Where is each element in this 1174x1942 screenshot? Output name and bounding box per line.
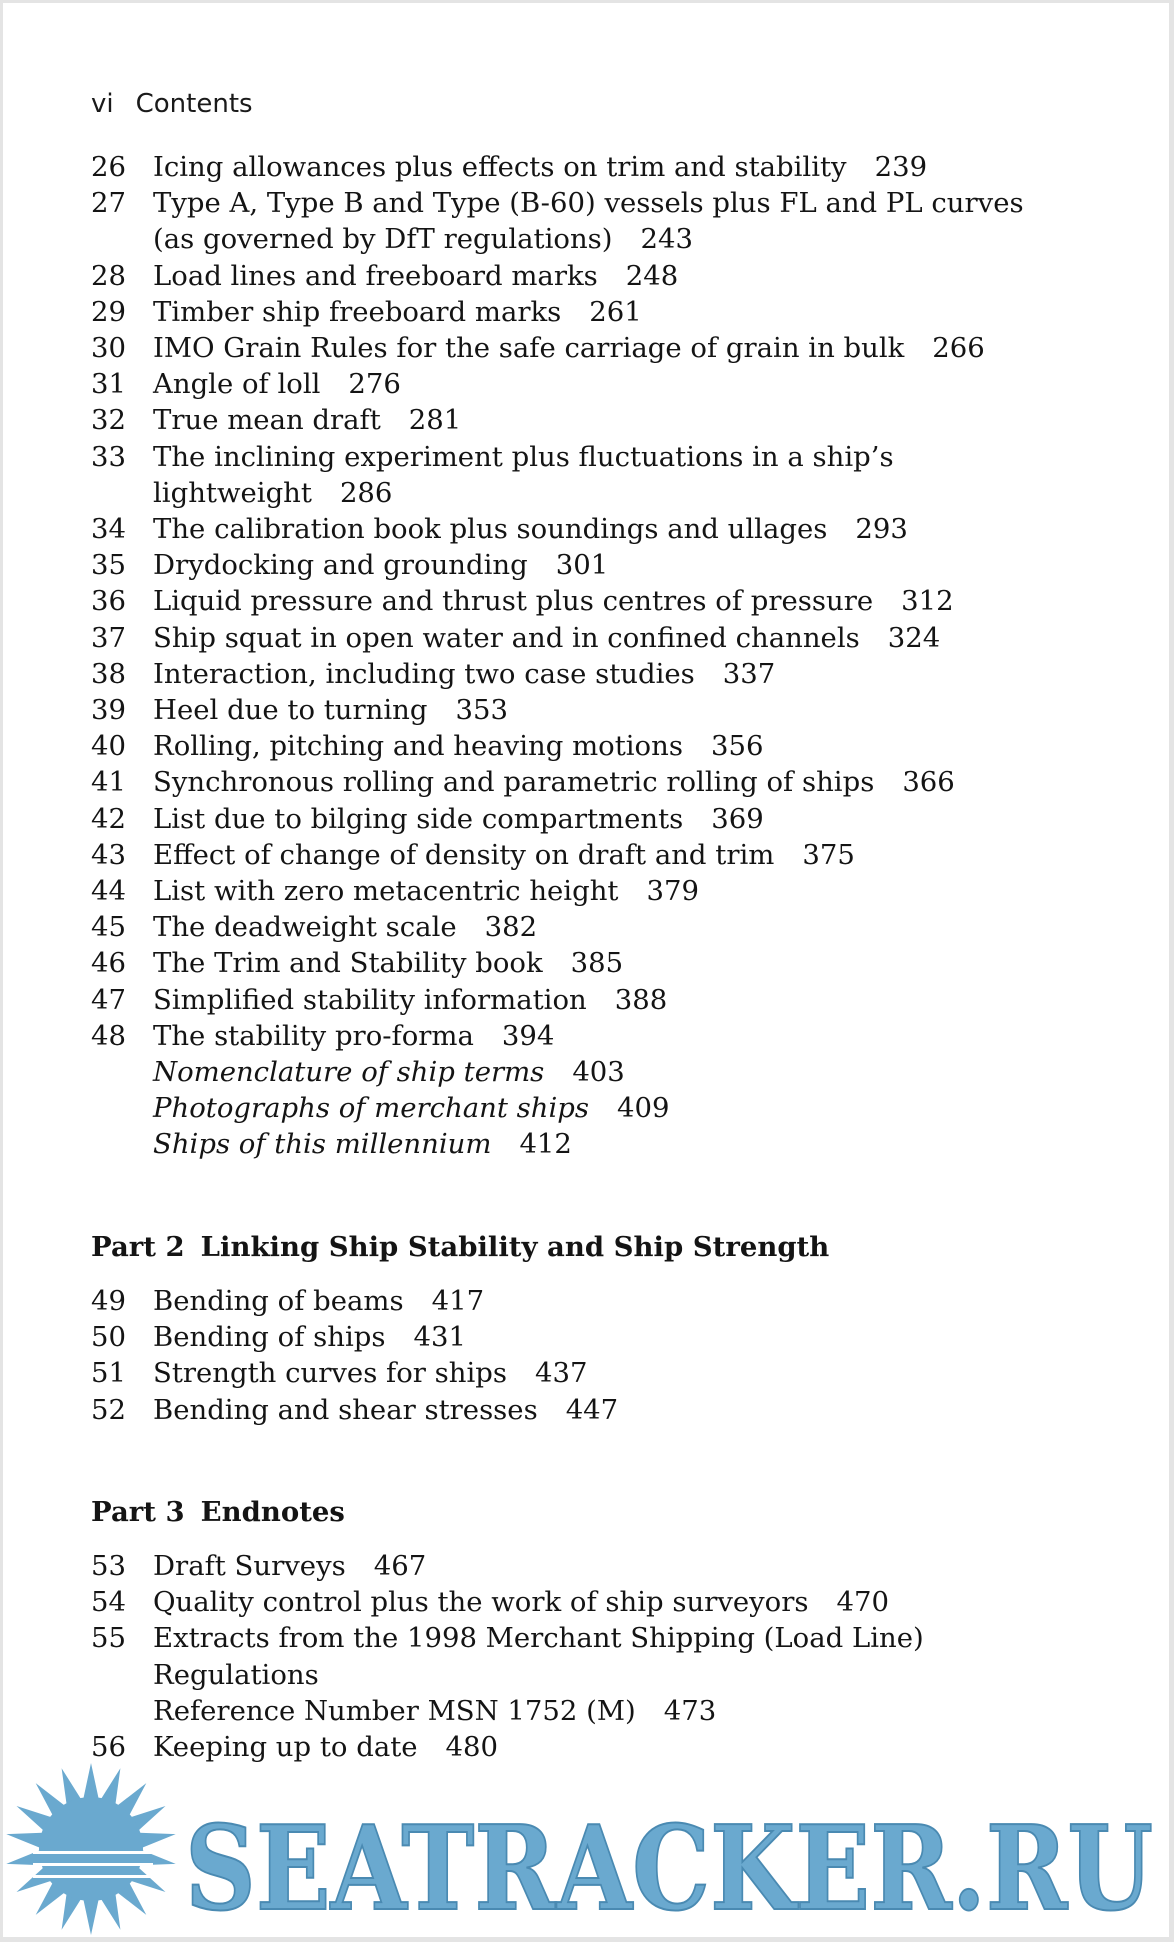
toc-entry[interactable]: 36 Liquid pressure and thrust plus centres of pressure 312: [91, 585, 954, 618]
toc-entry[interactable]: 30 IMO Grain Rules for the safe carriage of grain in bulk 266: [91, 332, 985, 365]
toc-entry[interactable]: 35 Drydocking and grounding 301: [91, 549, 609, 582]
toc-entry[interactable]: 49 Bending of beams 417: [91, 1285, 485, 1317]
toc-entry[interactable]: 28 Load lines and freeboard marks 248: [91, 259, 679, 292]
toc-entry-55-title: Extracts from the 1998 Merchant Shipping (Load Line) Regulations Reference Number MSN 1752 (M): [153, 1622, 924, 1727]
toc-entry[interactable]: 40 Rolling, pitching and heaving motions 356: [91, 730, 764, 763]
running-head-label: Contents: [135, 89, 253, 119]
toc-entry[interactable]: 33 The inclining experiment plus fluctuations in a ship’s lightweight 286: [91, 440, 894, 509]
toc-entry[interactable]: 46 The Trim and Stability book 385: [91, 947, 624, 980]
toc-entry[interactable]: 54 Quality control plus the work of ship surveyors 470: [91, 1586, 889, 1619]
watermark-text: SEATRACKER.RU: [185, 1801, 1153, 1937]
toc-entry[interactable]: 42 List due to bilging side compartments 369: [91, 802, 764, 835]
toc-entry[interactable]: 27 Type A, Type B and Type (B-60) vessels plus FL and PL curves (as governed by DfT regulations) 243: [91, 187, 1024, 256]
toc-entry[interactable]: 39 Heel due to turning 353: [91, 694, 508, 727]
toc-entry[interactable]: 48 The stability pro-forma 394: [91, 1019, 555, 1052]
page: [3, 3, 1169, 1937]
running-head: [91, 87, 253, 121]
toc-part-3: [91, 1548, 1091, 1765]
toc-entry[interactable]: 55 Extracts from the 1998 Merchant Shipping (Load Line) Regulations Reference Number MSN 1752 (M) 473: [91, 1622, 924, 1727]
toc-entry[interactable]: 29 Timber ship freeboard marks 261: [91, 295, 642, 328]
toc-entry-photographs[interactable]: Photographs of merchant ships 409: [153, 1092, 670, 1125]
toc-entry-ships-millennium[interactable]: Ships of this millennium 412: [153, 1128, 572, 1161]
toc-entry[interactable]: 52 Bending and shear stresses 447: [91, 1393, 619, 1426]
toc-entry[interactable]: 51 Strength curves for ships 437: [91, 1357, 588, 1390]
toc-entry[interactable]: 53 Draft Surveys 467: [91, 1550, 427, 1582]
toc-entry[interactable]: 56 Keeping up to date 480: [91, 1731, 499, 1764]
toc-entry[interactable]: 31 Angle of loll 276: [91, 368, 401, 401]
toc-entry[interactable]: 41 Synchronous rolling and parametric rolling of ships 366: [91, 766, 955, 799]
toc-entry-27-title: Type A, Type B and Type (B-60) vessels plus FL and PL curves (as governed by DfT regulations): [153, 187, 1024, 256]
toc-entry-33-title: The inclining experiment plus fluctuations in a ship’s lightweight: [153, 440, 894, 509]
toc-entry[interactable]: 34 The calibration book plus soundings and ullages 293: [91, 513, 908, 546]
toc-entry[interactable]: 45 The deadweight scale 382: [91, 911, 538, 944]
toc-entry[interactable]: 37 Ship squat in open water and in confined channels 324: [91, 621, 941, 654]
toc-entry-nomenclature[interactable]: Nomenclature of ship terms 403: [153, 1056, 625, 1089]
toc-entry[interactable]: 50 Bending of ships 431: [91, 1321, 466, 1354]
toc-entry[interactable]: 47 Simplified stability information 388: [91, 983, 668, 1016]
toc-section-1: [91, 149, 1091, 1163]
toc-entry[interactable]: 32 True mean draft 281: [91, 404, 462, 437]
page-folio: vi: [91, 89, 114, 119]
part-2-heading: Part 2 Linking Ship Stability and Ship Strength: [91, 1231, 830, 1263]
sunburst-icon: [6, 1763, 175, 1935]
toc-part-2: [91, 1283, 1091, 1428]
toc-entry[interactable]: 43 Effect of change of density on draft and trim 375: [91, 838, 855, 871]
watermark-logo: [3, 1763, 1169, 1937]
part-3-heading: Part 3 Endnotes: [91, 1496, 345, 1528]
toc-entry[interactable]: 38 Interaction, including two case studies 337: [91, 657, 776, 690]
toc-entry[interactable]: 44 List with zero metacentric height 379: [91, 875, 699, 908]
toc-entry[interactable]: 26 Icing allowances plus effects on trim and stability 239: [91, 151, 928, 183]
